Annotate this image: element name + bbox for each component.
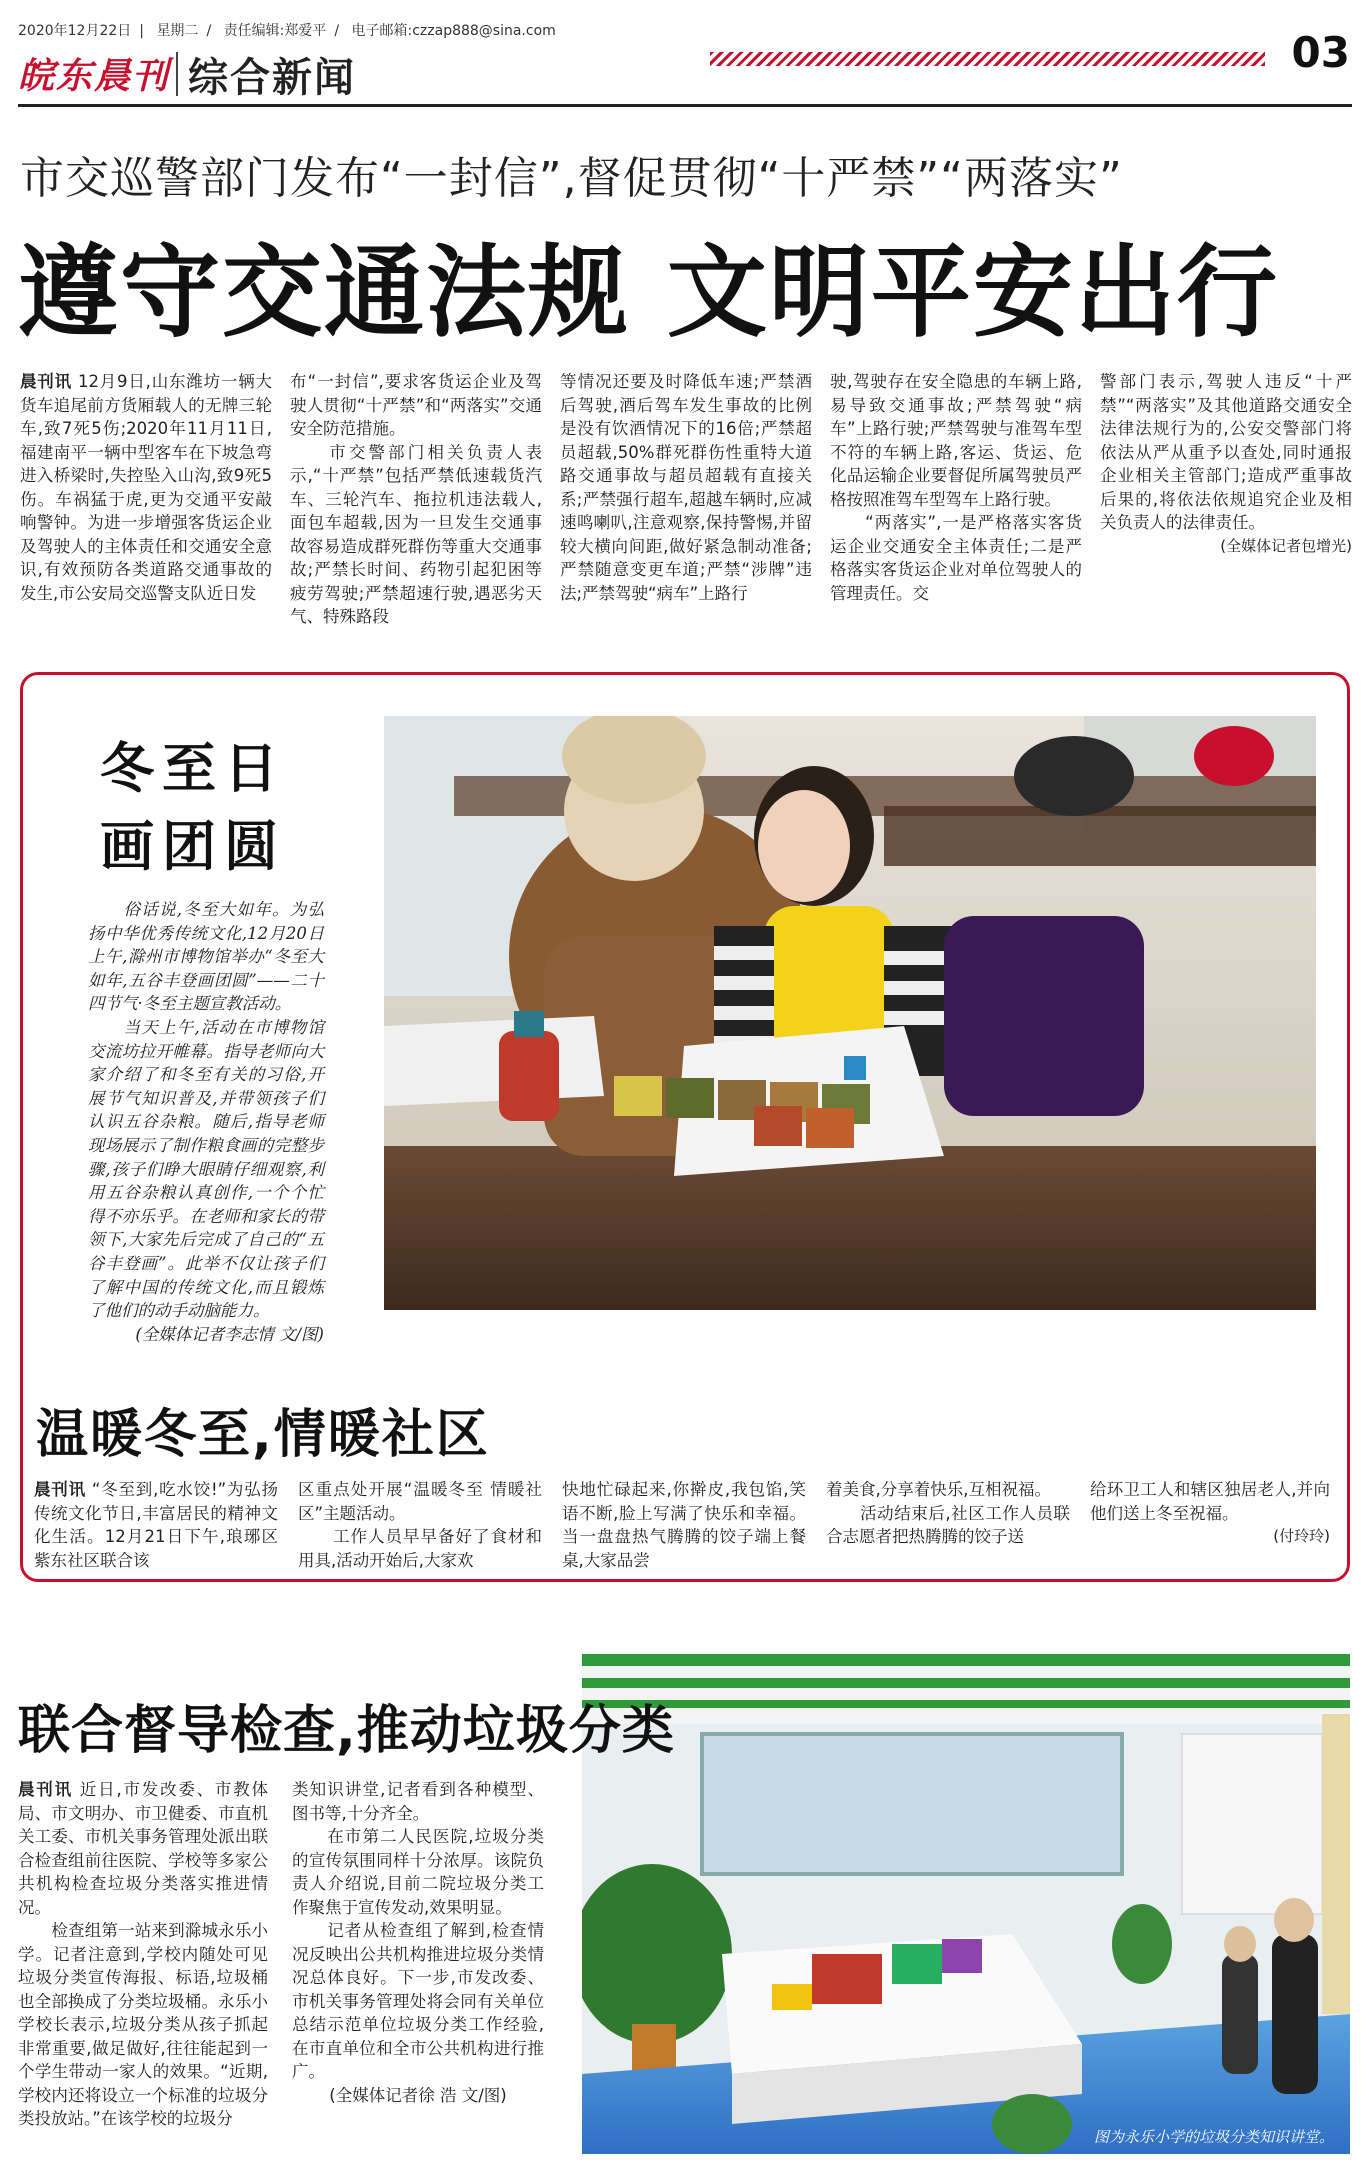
article3-lead: 晨刊讯 bbox=[34, 1480, 86, 1499]
article3-col5-text: 给环卫工人和辖区独居老人,并向他们送上冬至祝福。 bbox=[1090, 1480, 1330, 1523]
article3-column-5 bbox=[1090, 1478, 1330, 1549]
article1-col5-text: 警部门表示,驾驶人违反“十严禁”“两落实”及其他道路交通安全法律法规行为的,公安交警部门将依法从严从重予以查处,同时通报企业相关主管部门;造成严重事故后果的,将依法依规追究企业及相关负责人的法律责任。 bbox=[1100, 372, 1352, 532]
article3-column-2: 区重点处开展“温暖冬至 情暖社区”主题活动。 工作人员早早备好了食材和用具,活动开始后,大家欢 bbox=[298, 1480, 542, 1570]
photo-garbage-sorting-classroom bbox=[582, 1654, 1350, 2154]
photo-winter-solstice-painting bbox=[384, 716, 1316, 1310]
editor-credit: 责任编辑:郑爱平 bbox=[223, 23, 327, 39]
article1-column-5 bbox=[1100, 370, 1352, 558]
article3-column-4: 着美食,分享着快乐,互相祝福。 活动结束后,社区工作人员联合志愿者把热腾腾的饺子送 bbox=[826, 1480, 1070, 1546]
header-rule bbox=[18, 104, 1352, 107]
article3-byline: (付玲玲) bbox=[1273, 1527, 1330, 1545]
page-number: 03 bbox=[1291, 28, 1350, 77]
masthead-info: 2020年12月22日 | 星期二 / 责任编辑:郑爱平 / 电子邮箱:czzap888@sina.com bbox=[18, 23, 556, 39]
article1-column-4: 驶,驾驶存在安全隐患的车辆上路,易导致交通事故;严禁驾驶“病车”上路行驶;严禁驾驶与准驾车型不符的车辆上路,客运、货运、危化品运输企业要督促所属驾驶员严格按照准驾车型驾车上路行驶。 “两落实”,一是严格落实客货运企业交通安全主体责任;二是严格落实客货运企业对单位驾驶人的管理责任。交 bbox=[830, 372, 1082, 603]
article2-byline: (全媒体记者李志情 文/图) bbox=[135, 1324, 324, 1344]
section-name: 综合新闻 bbox=[188, 55, 356, 101]
article1-headline: 遵守交通法规 文明平安出行 bbox=[18, 234, 1279, 351]
article4-col2-text: 类知识讲堂,记者看到各种模型、图书等,十分齐全。 在市第二人民医院,垃圾分类的宣传氛围同样十分浓厚。该院负责人介绍说,目前二院垃圾分类工作聚焦于宣传发动,效果明显。 记者从检查组了解到,检查情况反映出公共机构推进垃圾分类情况总体良好。下一步,市发改委、市机关事务管理处将会同有关单位总结示范单位垃圾分类工作经验,在市直单位和全市公共机构进行推广。 bbox=[292, 1780, 544, 2081]
newspaper-logo: 皖东晨刊 bbox=[18, 55, 171, 97]
editor-email: 电子邮箱:czzap888@sina.com bbox=[351, 23, 556, 39]
article1-column-1 bbox=[20, 370, 272, 605]
article4-column-2 bbox=[292, 1778, 544, 2107]
article1-subtitle: 市交巡警部门发布“一封信”,督促贯彻“十严禁”“两落实” bbox=[20, 153, 1123, 204]
photo-illustration bbox=[384, 716, 1316, 1310]
article1-column-2: 布“一封信”,要求客货运企业及驾驶人贯彻“十严禁”和“两落实”交通安全防范措施。 市交警部门相关负责人表示,“十严禁”包括严禁低速载货汽车、三轮汽车、拖拉机违法载人,面包车超载,因为一旦发生交通事故容易造成群死群伤等重大交通事故;严禁长时间、药物引起犯困等疲劳驾驶;严禁超速行驶,遇恶劣天气、特殊路段 bbox=[290, 372, 542, 626]
issue-weekday: 星期二 bbox=[156, 23, 199, 39]
article4-col1-text: 近日,市发改委、市教体局、市文明办、市卫健委、市直机关工委、市机关事务管理处派出联合检查组前往医院、学校等多家公共机构检查垃圾分类落实推进情况。 检查组第一站来到滁城永乐小学。记者注意到,学校内随处可见垃圾分类宣传海报、标语,垃圾桶也全部换成了分类垃圾桶。永乐小学校长表示,垃圾分类从孩子抓起非常重要,做足做好,往往能起到一个学生带动一家人的效果。“近期,学校内还将设立一个标准的垃圾分类投放站。”在该学校的垃圾分 bbox=[18, 1780, 268, 2128]
article2-headline-line1: 冬至日 bbox=[100, 737, 286, 800]
issue-date: 2020年12月22日 bbox=[18, 23, 132, 39]
article1-col1-text: 12月9日,山东潍坊一辆大货车追尾前方货厢载人的无牌三轮车,致7死5伤;2020年11月11日,福建南平一辆中型客车在下坡急弯进入桥梁时,失控坠入山沟,致9死5伤。车祸猛于虎,更为交通平安敲响警钟。为进一步增强客货运企业及驾驶人的主体责任和交通安全意识,有效预防各类道路交通事故的发生,市公安局交巡警支队近日发 bbox=[20, 372, 273, 603]
article4-byline: (全媒体记者徐 浩 文/图) bbox=[329, 2085, 507, 2105]
article4-column-1 bbox=[18, 1778, 268, 2131]
article4-lead: 晨刊讯 bbox=[18, 1780, 73, 1799]
article1-column-3: 等情况还要及时降低车速;严禁酒后驾驶,酒后驾车发生事故的比例是没有饮酒情况下的16倍;严禁超员超载,50%群死群伤性重特大道路交通事故与超员超载有直接关系;严禁强行超车,超越车辆时,应减速鸣喇叭,注意观察,保持警惕,并留较大横向间距,做好紧急制动准备;严禁随意变更车道;严禁“涉牌”违法;严禁驾驶“病车”上路行 bbox=[560, 372, 812, 603]
article1-lead: 晨刊讯 bbox=[20, 372, 72, 391]
article3-column-1 bbox=[34, 1478, 278, 1572]
article4-headline: 联合督导检查,推动垃圾分类 bbox=[18, 1701, 675, 1761]
article2-body-text: 俗话说,冬至大如年。为弘扬中华优秀传统文化,12月20日上午,滁州市博物馆举办“冬至大如年,五谷丰登画团圆”——二十四节气·冬至主题宣教活动。 当天上午,活动在市博物馆交流坊拉开帷幕。指导老师向大家介绍了和冬至有关的习俗,开展节气知识普及,并带领孩子们认识五谷杂粮。随后,指导老师现场展示了制作粮食画的完整步骤,孩子们睁大眼睛仔细观察,利用五谷杂粮认真创作,一个个忙得不亦乐乎。在老师和家长的带领下,大家先后完成了自己的“五谷丰登画”。此举不仅让孩子们了解中国的传统文化,而且锻炼了他们的动手动脑能力。 bbox=[88, 900, 324, 1321]
header-divider bbox=[176, 52, 178, 96]
article3-col1-text: “冬至到,吃水饺!”为弘扬传统文化节日,丰富居民的精神文化生活。12月21日下午,琅琊区紫东社区联合该 bbox=[34, 1480, 278, 1570]
article2-headline-line2: 画团圆 bbox=[100, 815, 286, 878]
header-hatch-decoration bbox=[710, 52, 1265, 66]
photo-illustration bbox=[582, 1654, 1350, 2154]
article1-byline: (全媒体记者包增光) bbox=[1220, 536, 1352, 555]
article3-headline: 温暖冬至,情暖社区 bbox=[36, 1405, 490, 1465]
article2-headline bbox=[100, 730, 286, 886]
article3-column-3: 快地忙碌起来,你擀皮,我包馅,笑语不断,脸上写满了快乐和幸福。当一盘盘热气腾腾的饺子端上餐桌,大家品尝 bbox=[562, 1480, 806, 1570]
article2-body bbox=[88, 898, 324, 1346]
article4-photo-caption: 图为永乐小学的垃圾分类知识讲堂。 bbox=[1093, 2128, 1334, 2146]
